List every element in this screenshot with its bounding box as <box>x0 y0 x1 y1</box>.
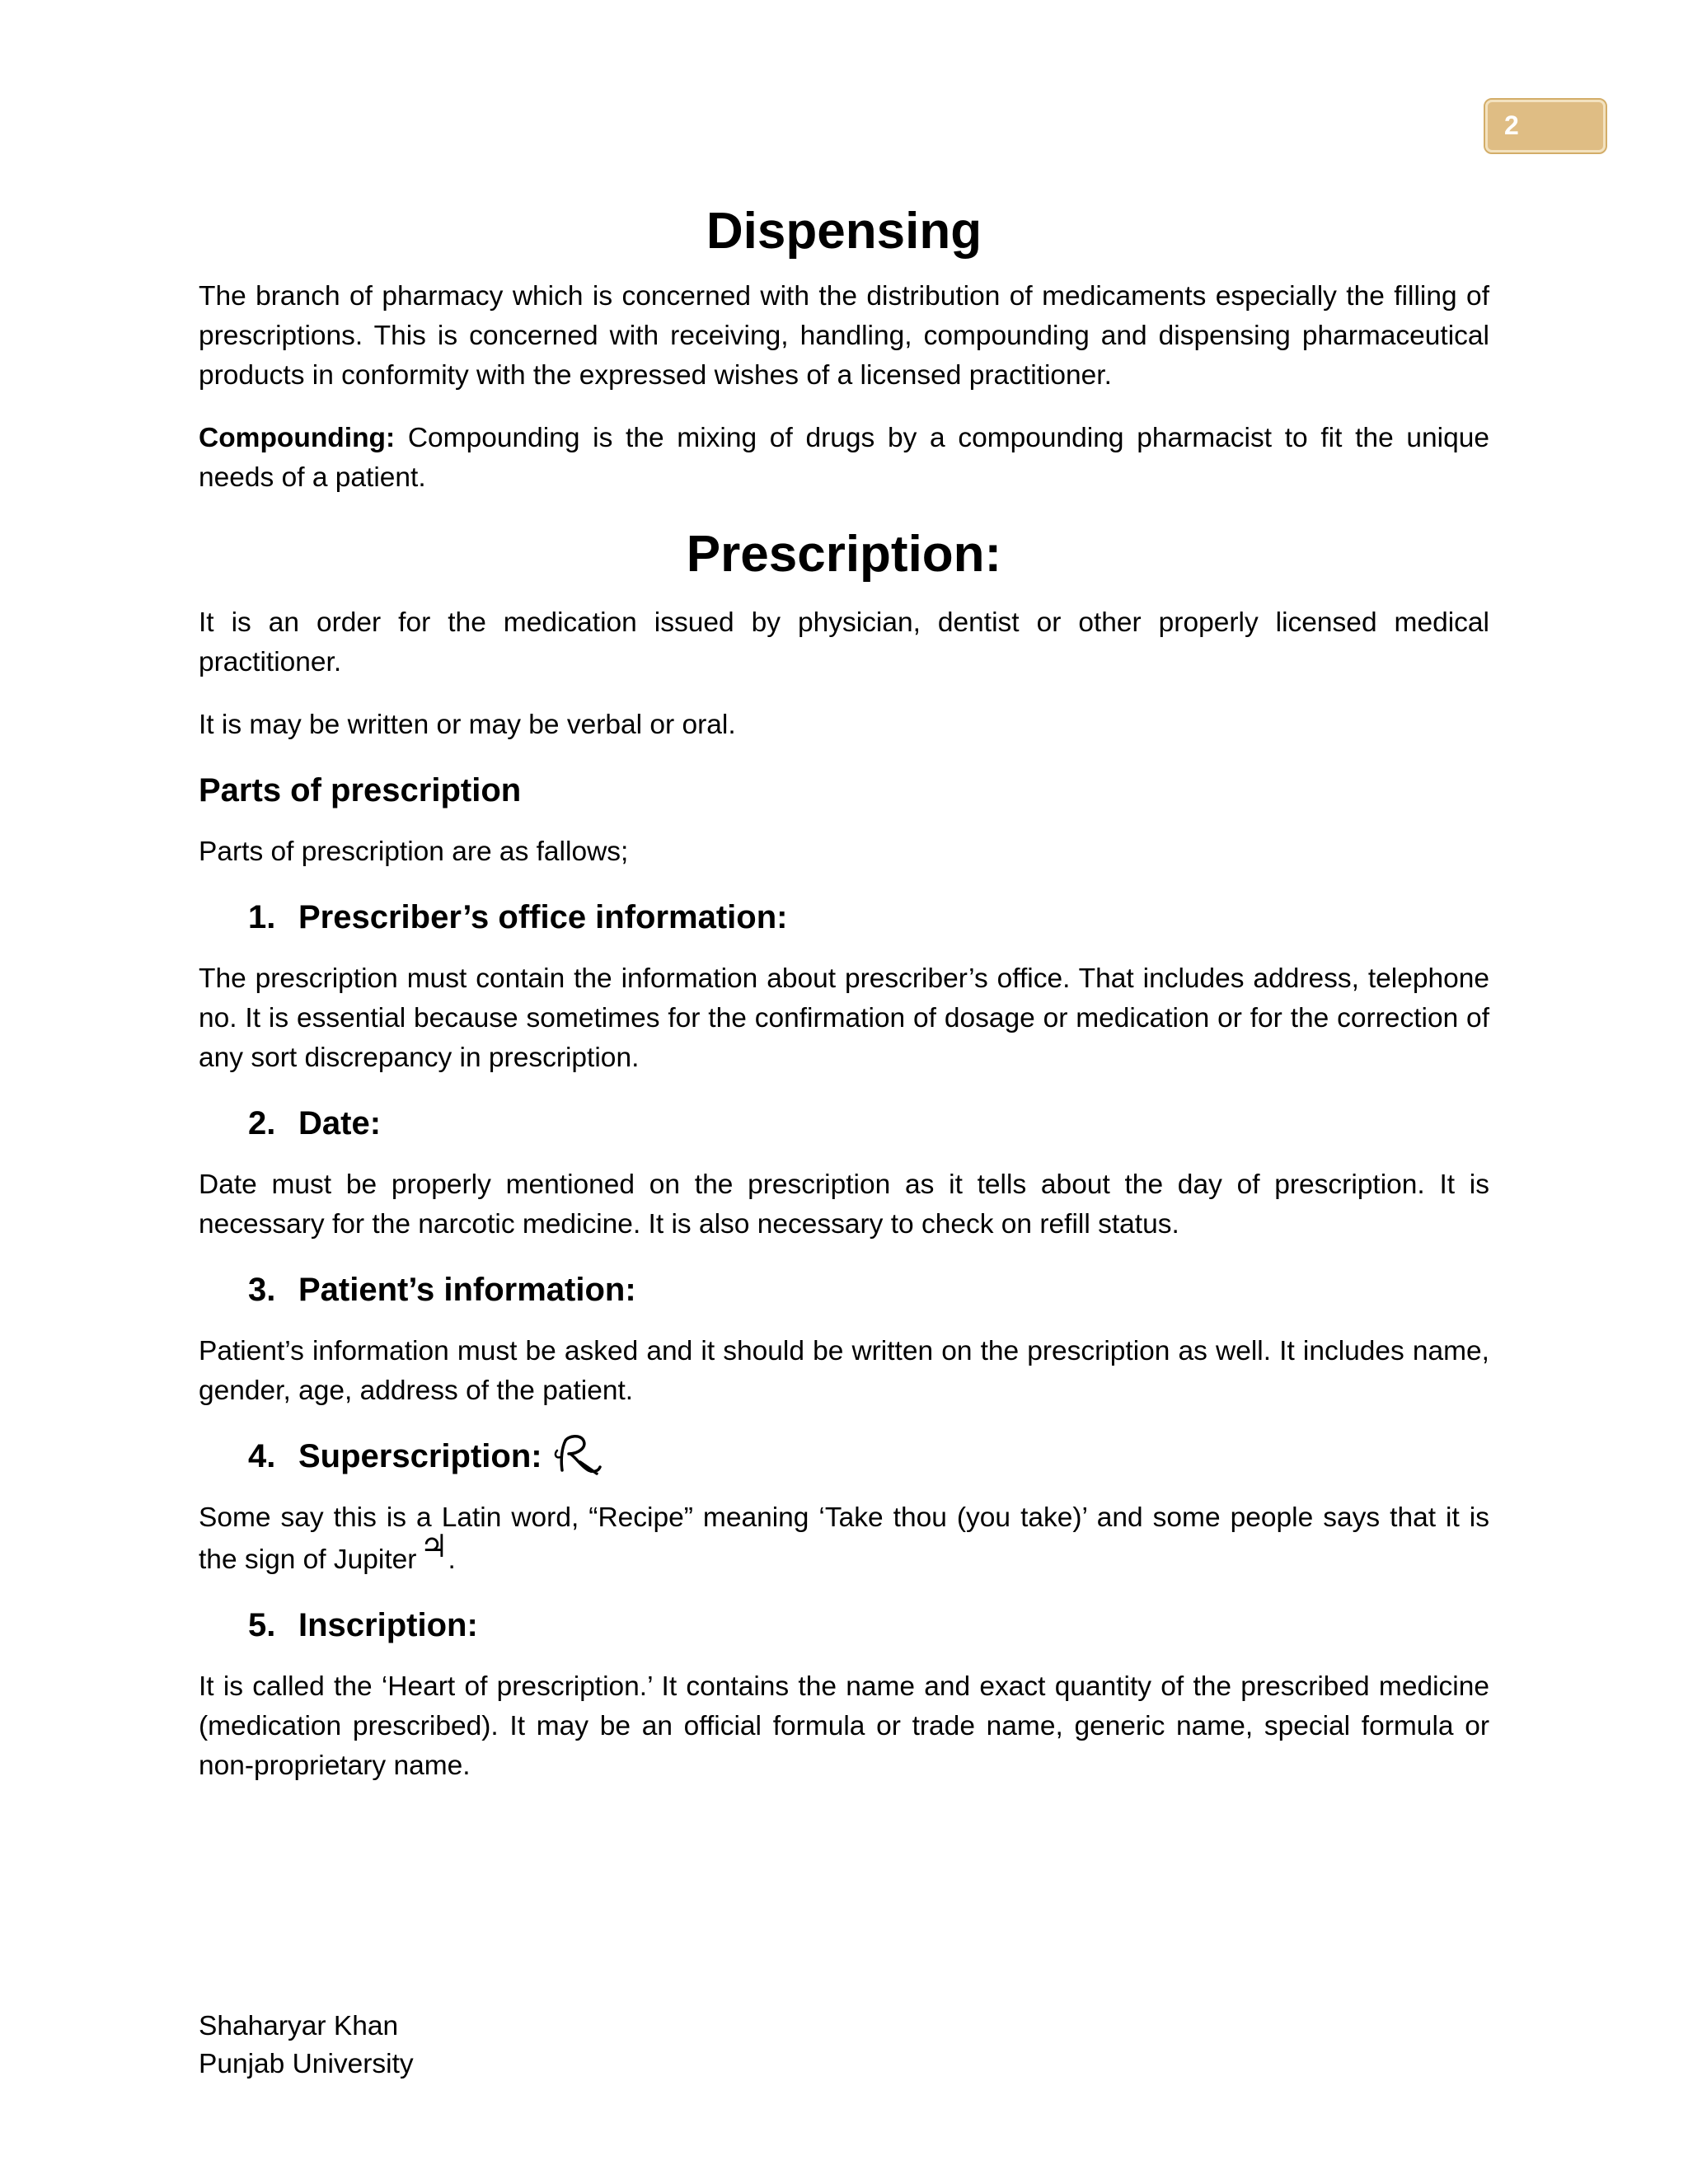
page-number: 2 <box>1504 110 1519 140</box>
part-3-heading <box>248 1268 1489 1312</box>
rx-symbol-icon <box>551 1434 603 1479</box>
part-5-number: 5. <box>248 1607 276 1643</box>
part-4-number: 4. <box>248 1438 276 1474</box>
part-4-title: Superscription: <box>298 1438 542 1474</box>
prescription-paragraph-1: It is an order for the medication issued by physician, dentist or other properly licensed medical practitioner. <box>199 607 1489 677</box>
parts-intro: Parts of prescription are as fallows; <box>199 837 629 867</box>
page-number-badge <box>1485 100 1606 152</box>
part-3-text: Patient’s information must be asked and it should be written on the prescription as well. It includes name, gender, age, address of the patient. <box>199 1336 1489 1406</box>
part-4-text-end: . <box>448 1544 456 1575</box>
part-4-text <box>199 1498 1489 1580</box>
title-prescription: Prescription: <box>686 526 1002 583</box>
footer-author: Shaharyar Khan <box>199 2011 399 2041</box>
parts-heading: Parts of prescription <box>199 772 522 808</box>
footer-institution: Punjab University <box>199 2049 414 2079</box>
part-1-heading <box>248 895 1489 940</box>
prescription-paragraph-2: It is may be written or may be verbal or oral. <box>199 710 736 740</box>
compounding-term: Compounding: <box>199 423 396 453</box>
part-3-number: 3. <box>248 1272 276 1308</box>
compounding-text: Compounding is the mixing of drugs by a compounding pharmacist to fit the unique needs of a patient. <box>199 423 1489 493</box>
part-2-text: Date must be properly mentioned on the prescription as it tells about the day of prescription. It is necessary for the narcotic medicine. It is also necessary to check on refill status. <box>199 1169 1489 1240</box>
part-1-text: The prescription must contain the information about prescriber’s office. That includes address, telephone no. It is essential because sometimes for the confirmation of dosage or medication or for the correction of any sort discrepancy in prescription. <box>199 963 1489 1073</box>
dispensing-paragraph: The branch of pharmacy which is concerned with the distribution of medicaments especially the filling of prescriptions. This is concerned with receiving, handling, compounding and dispensing pharmaceutical products in conformity with the expressed wishes of a licensed practitioner. <box>199 281 1489 391</box>
title-dispensing: Dispensing <box>706 203 982 260</box>
part-4-text-main: Some say this is a Latin word, “Recipe” meaning ‘Take thou (you take)’ and some people says that it is the sign of Jupiter <box>199 1502 1489 1575</box>
jupiter-symbol: ♃ <box>420 1528 448 1564</box>
footer <box>199 2008 414 2083</box>
part-2-title: Date: <box>298 1105 382 1141</box>
part-1-title: Prescriber’s office information: <box>298 899 788 935</box>
part-3-title: Patient’s information: <box>298 1272 636 1308</box>
document-body <box>199 198 1489 1809</box>
part-2-number: 2. <box>248 1105 276 1141</box>
part-4-heading <box>248 1434 1489 1479</box>
part-5-heading <box>248 1603 1489 1647</box>
part-2-heading <box>248 1101 1489 1146</box>
part-5-text: It is called the ‘Heart of prescription.’ It contains the name and exact quantity of the prescribed medicine (medication prescribed). It may be an official formula or trade name, generic name, special formula or non-proprietary name. <box>199 1671 1489 1781</box>
part-5-title: Inscription: <box>298 1607 478 1643</box>
part-1-number: 1. <box>248 899 276 935</box>
compounding-paragraph <box>199 419 1489 498</box>
